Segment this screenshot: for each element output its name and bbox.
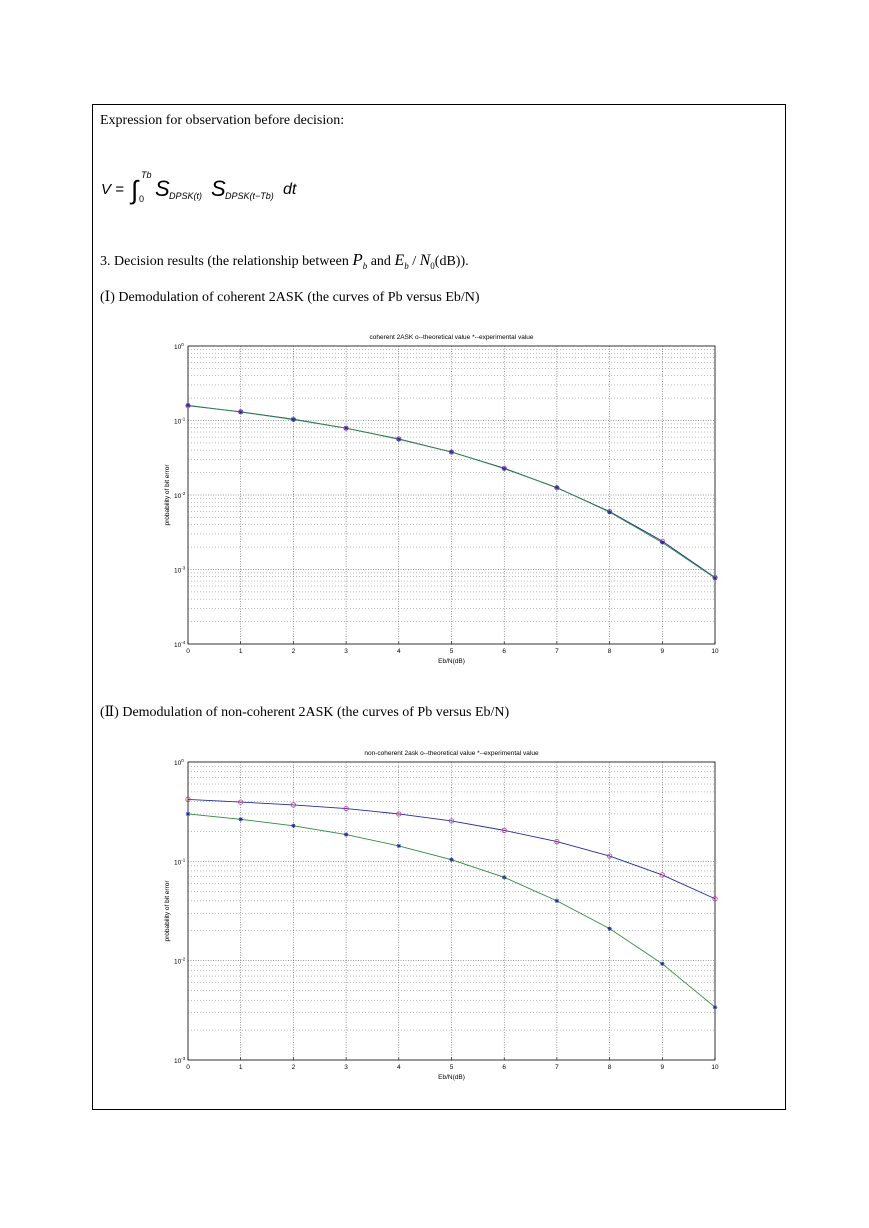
x-tick-label: 4 [396, 1064, 401, 1071]
eb-symbol: E [394, 252, 405, 269]
data-point [713, 1005, 717, 1009]
data-point [291, 824, 295, 828]
x-tick-label: 4 [396, 648, 401, 655]
y-tick-exponent: -2 [181, 491, 186, 496]
data-point [344, 426, 348, 430]
n0-subscript: 0 [430, 260, 435, 271]
y-tick-label: $10^{-1}$ [174, 857, 186, 867]
data-point [607, 926, 611, 930]
x-tick-label: 6 [502, 1064, 507, 1071]
intro-text: Expression for observation before decision: [100, 113, 345, 128]
y-tick-label: $10^{-2}$ [174, 956, 186, 966]
part1-heading: (Ⅰ) Demodulation of coherent 2ASK (the curves of Pb versus Eb/N) [100, 290, 480, 305]
section3-and: and [367, 254, 395, 269]
x-tick-label: 1 [238, 1064, 243, 1071]
x-tick-label: 10 [711, 648, 719, 655]
data-point [449, 857, 453, 861]
data-point [291, 417, 295, 421]
observation-formula [101, 166, 421, 210]
section3-text [100, 250, 469, 271]
data-point [449, 450, 453, 454]
data-point [555, 899, 559, 903]
section3-slash: / [408, 254, 420, 269]
data-point [186, 812, 190, 816]
x-tick-label: 3 [344, 648, 348, 655]
data-point [344, 832, 348, 836]
y-tick-label: $10^{-1}$ [174, 416, 186, 426]
data-point [713, 576, 717, 580]
data-point [502, 466, 506, 470]
data-point [186, 403, 190, 407]
formula-lhs: V = [101, 181, 124, 198]
x-tick-label: 9 [660, 648, 665, 655]
y-tick-label: $10^{-2}$ [174, 491, 186, 500]
coherent-2ask-chart [160, 328, 740, 673]
x-axis-label: Eb/N(dB) [438, 1074, 465, 1081]
x-tick-label: 7 [555, 648, 559, 655]
y-tick-exponent: -3 [181, 1056, 186, 1061]
y-tick-label: $10^{-3}$ [174, 1056, 186, 1065]
data-point [239, 410, 243, 414]
chart-title: coherent 2ASK o--theoretical value *--experimental value [369, 334, 534, 341]
y-tick-exponent: -1 [181, 416, 186, 422]
x-tick-label: 5 [449, 648, 454, 655]
chart-title: non-coherent 2ask o--theoretical value *--experimental value [364, 750, 539, 757]
x-tick-label: 2 [291, 648, 296, 655]
y-tick-label: $10^{-3}$ [174, 565, 186, 575]
y-tick-exponent: 0 [181, 758, 184, 763]
section3-prefix: 3. Decision results (the relationship between [100, 254, 353, 269]
data-point [555, 485, 559, 489]
formula-sub2: DPSK(t−Tb) [225, 191, 274, 201]
y-tick-label: $10^0$ [174, 758, 184, 767]
y-tick-label: $10^0$ [174, 342, 184, 351]
x-tick-label: 8 [607, 1064, 612, 1071]
y-tick-label: $10^{-4}$ [174, 640, 186, 649]
section3-suffix: (dB)). [434, 254, 469, 269]
x-tick-label: 0 [186, 648, 190, 655]
y-tick-exponent: 0 [181, 342, 184, 347]
data-point [660, 962, 664, 966]
data-point [239, 817, 243, 821]
x-axis-label: Eb/N(dB) [438, 658, 465, 665]
pb-symbol: P [352, 250, 363, 269]
y-tick-exponent: -4 [181, 640, 186, 645]
x-tick-label: 3 [344, 1064, 348, 1071]
x-tick-label: 7 [555, 1064, 559, 1071]
y-tick-exponent: -1 [181, 857, 186, 863]
x-tick-label: 0 [186, 1064, 190, 1071]
integral-lower: 0 [139, 194, 145, 204]
integral-upper: Tb [141, 170, 152, 180]
y-axis-label: probability of bit error [164, 464, 171, 526]
formula-dt: dt [283, 181, 297, 198]
formula-s1: S [155, 176, 170, 201]
pb-subscript: b [362, 260, 368, 271]
x-tick-label: 2 [291, 1064, 296, 1071]
x-tick-label: 10 [711, 1064, 719, 1071]
x-tick-label: 8 [607, 648, 612, 655]
noncoherent-2ask-chart [160, 744, 740, 1089]
integral-sign: ∫ [131, 175, 139, 205]
formula-s2: S [211, 176, 226, 201]
data-point [502, 875, 506, 879]
data-point [397, 437, 401, 441]
x-tick-label: 1 [238, 648, 243, 655]
x-tick-label: 5 [449, 1064, 454, 1071]
data-point [660, 540, 664, 544]
eb-subscript: b [404, 260, 409, 271]
y-tick-exponent: -2 [181, 956, 186, 962]
data-point [607, 510, 611, 514]
y-tick-exponent: -3 [181, 565, 186, 571]
data-point [397, 844, 401, 848]
x-tick-label: 6 [502, 648, 507, 655]
part2-heading: (Ⅱ) Demodulation of non-coherent 2ASK (the curves of Pb versus Eb/N) [100, 705, 510, 720]
formula-sub1: DPSK(t) [169, 191, 203, 201]
n0-symbol: N [419, 252, 431, 269]
x-tick-label: 9 [660, 1064, 665, 1071]
y-axis-label: probability of bit error [164, 880, 171, 942]
